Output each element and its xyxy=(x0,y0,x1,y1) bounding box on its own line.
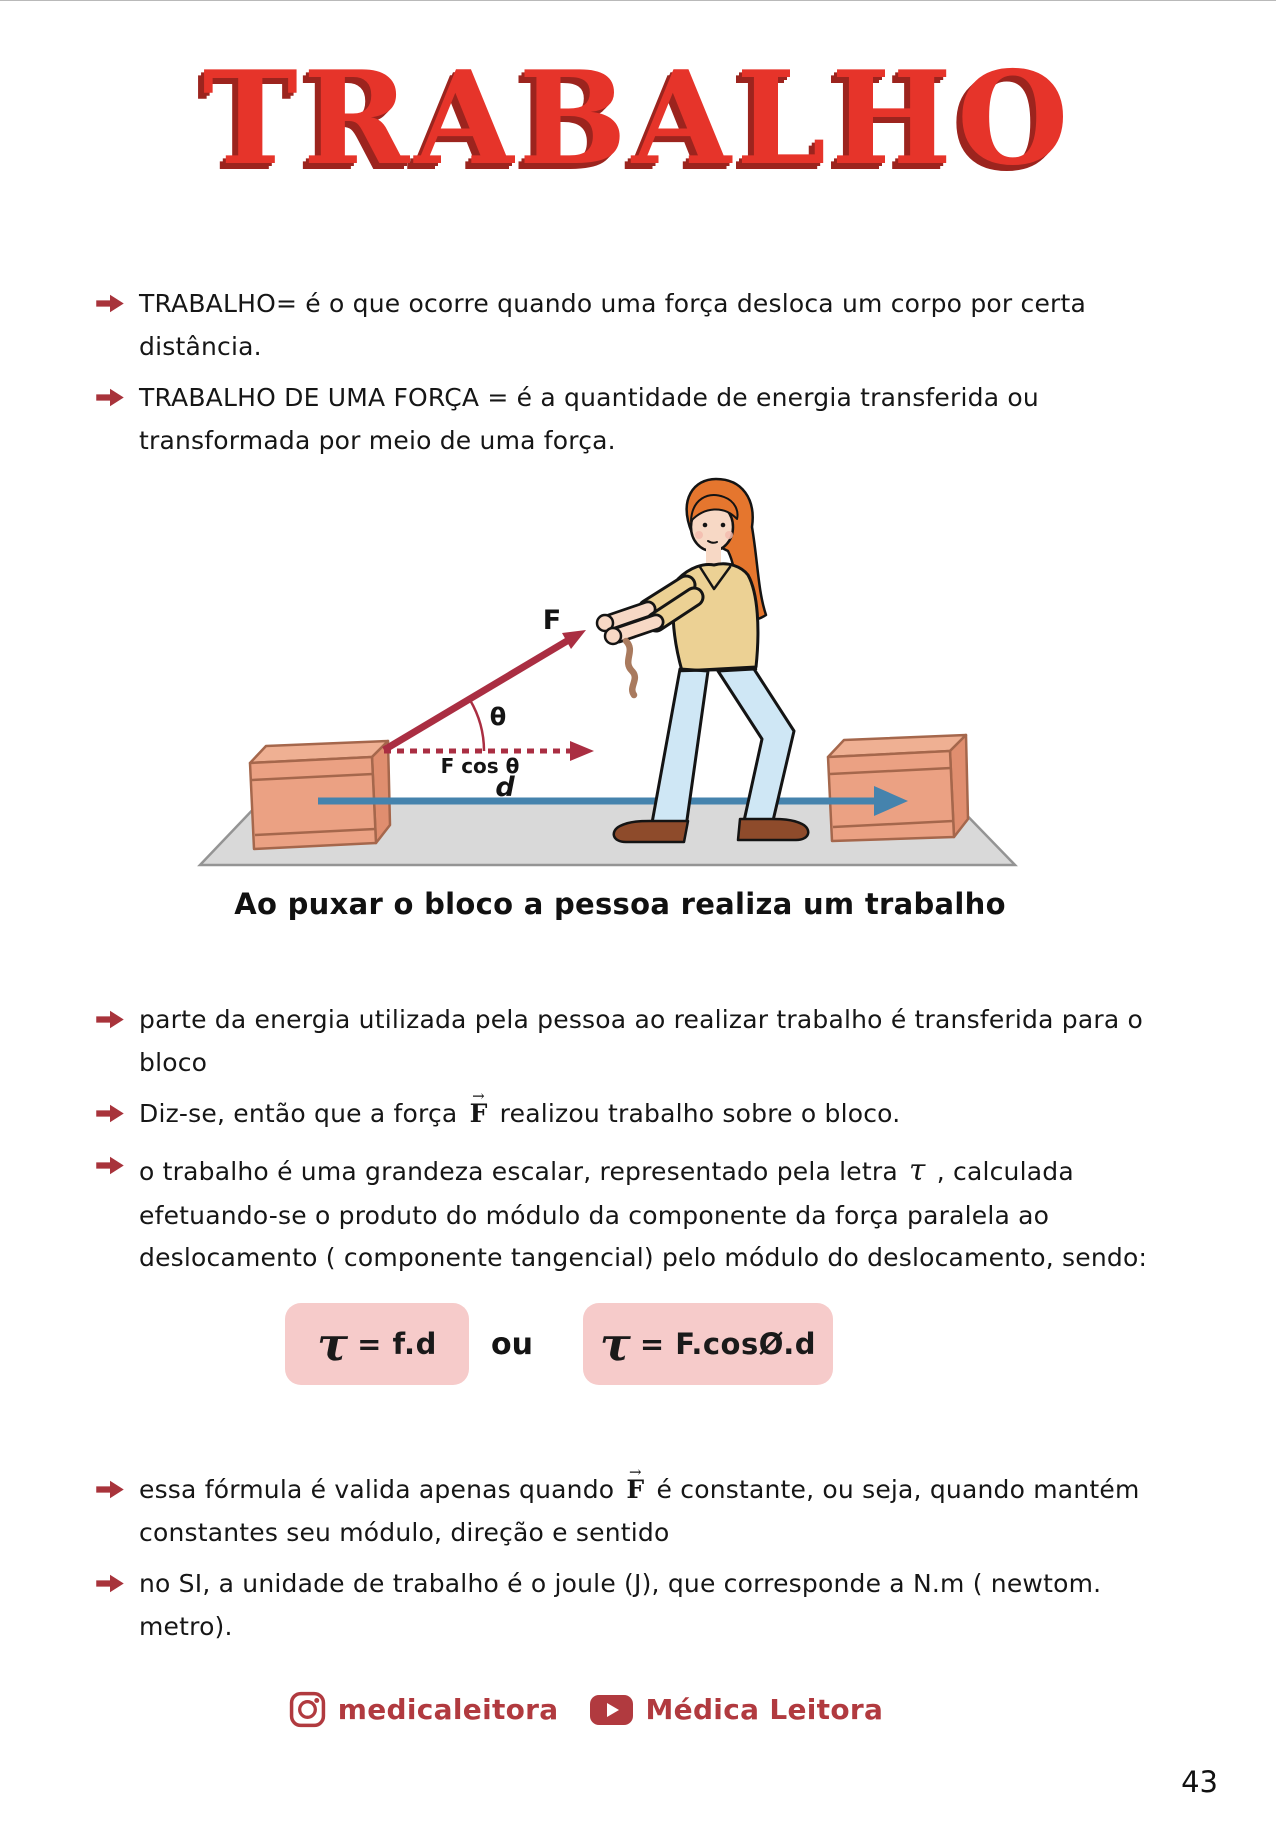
list-item xyxy=(95,1469,1194,1554)
arrow-bullet-icon xyxy=(95,1009,125,1030)
instagram-handle: medicaleitora xyxy=(337,1693,559,1726)
bullet-text-segment: , calculada efetuando-se o produto do módulo da componente da força paralela ao deslocamento ( componente tangencial) pelo módulo do deslocamento, sendo: xyxy=(139,1156,1148,1273)
bullet-text-segment: é constante, ou seja, quando mantém constantes seu módulo, direção e sentido xyxy=(139,1475,1140,1547)
list-item xyxy=(95,999,1194,1084)
right-block xyxy=(828,735,968,841)
bullet-text xyxy=(139,1093,900,1136)
component-label: F cos θ xyxy=(440,754,520,778)
list-item xyxy=(95,377,1194,462)
force-vector-symbol: F → xyxy=(466,1093,492,1136)
person-pulling xyxy=(597,479,808,842)
youtube-group xyxy=(589,1693,884,1726)
formula-separator: ou xyxy=(491,1326,533,1362)
force-label: F xyxy=(542,605,562,636)
formula-expression: = f.d xyxy=(357,1327,437,1361)
figure-caption: Ao puxar o bloco a pessoa realiza um trabalho xyxy=(234,887,1006,921)
list-item xyxy=(95,1093,1194,1136)
bullet-text-segment: parte da energia utilizada pela pessoa ao realizar trabalho é transferida para o bloco xyxy=(139,1005,1143,1077)
pulling-block-illustration xyxy=(180,469,1040,869)
bullet-text xyxy=(139,377,1194,462)
youtube-icon xyxy=(589,1694,634,1726)
arrow-bullet-icon xyxy=(95,1573,125,1594)
tau-symbol: τ xyxy=(909,1152,926,1187)
bullet-text xyxy=(139,1563,1194,1648)
arrow-bullet-icon xyxy=(95,1103,125,1124)
displacement-label: d xyxy=(495,772,515,803)
rope-end xyxy=(626,641,635,695)
bullet-text-segment: Diz-se, então que a força xyxy=(139,1099,466,1128)
left-block xyxy=(250,741,390,849)
bullet-text xyxy=(139,283,1194,368)
list-item xyxy=(95,1145,1194,1280)
bullet-text-segment: realizou trabalho sobre o bloco. xyxy=(491,1099,901,1128)
formula-box-work xyxy=(285,1303,469,1385)
closing-section xyxy=(95,1469,1194,1657)
arrow-bullet-icon xyxy=(95,1155,125,1176)
bullet-text xyxy=(139,1469,1194,1554)
shoe xyxy=(614,821,688,842)
formula-row xyxy=(285,1303,833,1385)
body-section xyxy=(95,999,1194,1289)
instagram-group xyxy=(289,1691,559,1728)
angle-arc xyxy=(470,700,484,751)
figure xyxy=(180,469,1060,921)
arrow-bullet-icon xyxy=(95,387,125,408)
instagram-icon xyxy=(289,1691,326,1728)
list-item xyxy=(95,283,1194,368)
formula-expression: = F.cosØ.d xyxy=(639,1327,817,1361)
bullet-text-segment: no SI, a unidade de trabalho é o joule (J), que corresponde a N.m ( newtom. metro). xyxy=(139,1569,1102,1641)
angle-label: θ xyxy=(489,703,507,731)
list-item xyxy=(95,1563,1194,1648)
bullet-text-segment: essa fórmula é valida apenas quando xyxy=(139,1475,623,1504)
page-number: 43 xyxy=(1181,1765,1218,1799)
bullet-text-segment: o trabalho é uma grandeza escalar, representado pela letra xyxy=(139,1156,907,1186)
title-wrap xyxy=(0,44,1276,194)
force-arrow xyxy=(384,630,586,750)
bullet-text xyxy=(139,999,1194,1084)
shoe xyxy=(738,819,808,840)
force-vector-symbol: F → xyxy=(622,1469,648,1512)
formula-box-work-cos xyxy=(583,1303,833,1385)
bullet-text-segment: TRABALHO= é o que ocorre quando uma força desloca um corpo por certa distância. xyxy=(139,289,1087,361)
intro-section xyxy=(95,283,1194,471)
page-title: TRABALHO xyxy=(202,44,1074,194)
arrow-bullet-icon xyxy=(95,1479,125,1500)
bullet-text xyxy=(139,1145,1194,1280)
tau-symbol: τ xyxy=(317,1317,349,1371)
footer xyxy=(0,1691,1224,1728)
bullet-text-segment: TRABALHO DE UMA FORÇA = é a quantidade de energia transferida ou transformada por meio de uma força. xyxy=(139,383,1039,455)
hand xyxy=(605,628,621,644)
tau-symbol: τ xyxy=(599,1317,631,1371)
arrow-bullet-icon xyxy=(95,293,125,314)
youtube-name: Médica Leitora xyxy=(645,1693,884,1726)
